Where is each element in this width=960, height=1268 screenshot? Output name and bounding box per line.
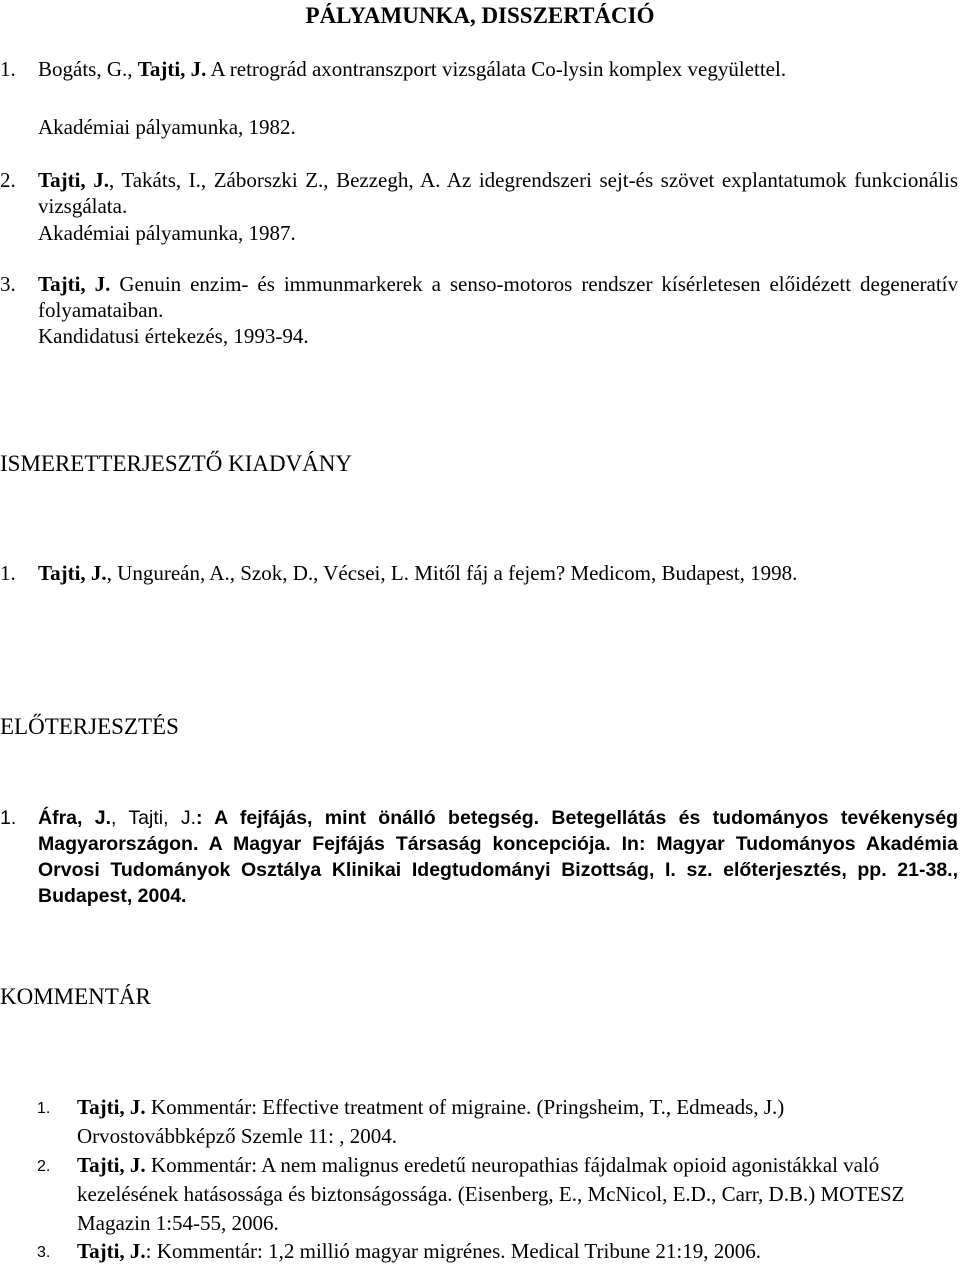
- item-text: Tajti, J. Kommentár: Effective treatment of migraine. (Pringsheim, T., Edmeads, J.) Orvostovábbképző Szemle 11: , 2004.: [77, 1095, 785, 1148]
- item-number: 2.: [37, 1158, 51, 1175]
- list-item-continuation: Kandidatusi értekezés, 1993-94.: [38, 324, 309, 348]
- item-text: Tajti, J. Genuin enzim- és immunmarkerek a senso-motoros rendszer kísérletesen előidézett degeneratív folyamataiban.: [38, 272, 959, 322]
- list-item: [0, 1151, 940, 1238]
- list-item: [0, 167, 958, 219]
- item-number: 1.: [0, 57, 16, 81]
- author-bold: Tajti, J.: [137, 57, 207, 81]
- item-text: Tajti, J., Takáts, I., Záborszki Z., Bezzegh, A. Az idegrendszeri sejt-és szövet explantatumok funkcionális vizsgálata.: [38, 168, 958, 218]
- item-text: Tajti, J., Ungureán, A., Szok, D., Vécsei, L. Mitől fáj a fejem? Medicom, Budapest, 1998.: [38, 561, 798, 585]
- item-text: Áfra, J., Tajti, J.: A fejfájás, mint önálló betegség. Betegellátás és tudományos tevékenység Magyarországon. A Magyar Fejfájás Társaság koncepciója. In: Magyar Tudományos Akadémia Orvosi Tudományok Osztálya Klinikai Idegtudományi Bizottság, I. sz. előterjesztés, pp. 21-38., Budapest, 2004.: [38, 807, 959, 907]
- section-heading: ELŐTERJESZTÉS: [0, 714, 179, 739]
- list-item-continuation: Akadémiai pályamunka, 1982.: [38, 115, 296, 139]
- author-bold: Tajti, J.: [77, 1153, 146, 1177]
- list-item: [0, 271, 958, 323]
- author-bold: Tajti, J.: [38, 168, 109, 192]
- item-number: 2.: [0, 168, 16, 192]
- author-bold: Tajti, J.: [77, 1239, 146, 1263]
- section-heading: KOMMENTÁR: [0, 984, 151, 1009]
- section-heading: ISMERETTERJESZTŐ KIADVÁNY: [0, 451, 353, 476]
- item-text: Tajti, J.: Kommentár: 1,2 millió magyar migrénes. Medical Tribune 21:19, 2006.: [77, 1239, 761, 1263]
- list-item: [0, 1237, 940, 1266]
- author-bold: Tajti, J.: [77, 1095, 146, 1119]
- list-item: [0, 805, 958, 909]
- list-item: [0, 1093, 940, 1151]
- item-text: Tajti, J. Kommentár: A nem malignus eredetű neuropathias fájdalmak opioid agonistákkal való kezelésének hatásossága és biztonságossága. (Eisenberg, E., McNicol, E.D., Carr, D.B.) MOTESZ Magazin 1:54-55, 2006.: [77, 1153, 905, 1235]
- item-number: 1.: [0, 561, 16, 585]
- item-number: 3.: [37, 1244, 51, 1261]
- author-bold: Tajti, J.: [38, 561, 107, 585]
- list-item: [0, 560, 958, 586]
- item-number: 1.: [0, 807, 17, 829]
- list-item-continuation: Akadémiai pályamunka, 1987.: [38, 221, 296, 245]
- item-text: Bogáts, G., Tajti, J. A retrográd axontranszport vizsgálata Co-lysin komplex vegyülettel.: [38, 57, 787, 81]
- item-number: 3.: [0, 272, 16, 296]
- author-bold: Áfra, J.: [38, 807, 112, 829]
- list-item: [0, 56, 958, 82]
- page-title: PÁLYAMUNKA, DISSZERTÁCIÓ: [305, 3, 655, 28]
- author-bold: Tajti, J.: [38, 272, 111, 296]
- item-number: 1.: [37, 1100, 51, 1117]
